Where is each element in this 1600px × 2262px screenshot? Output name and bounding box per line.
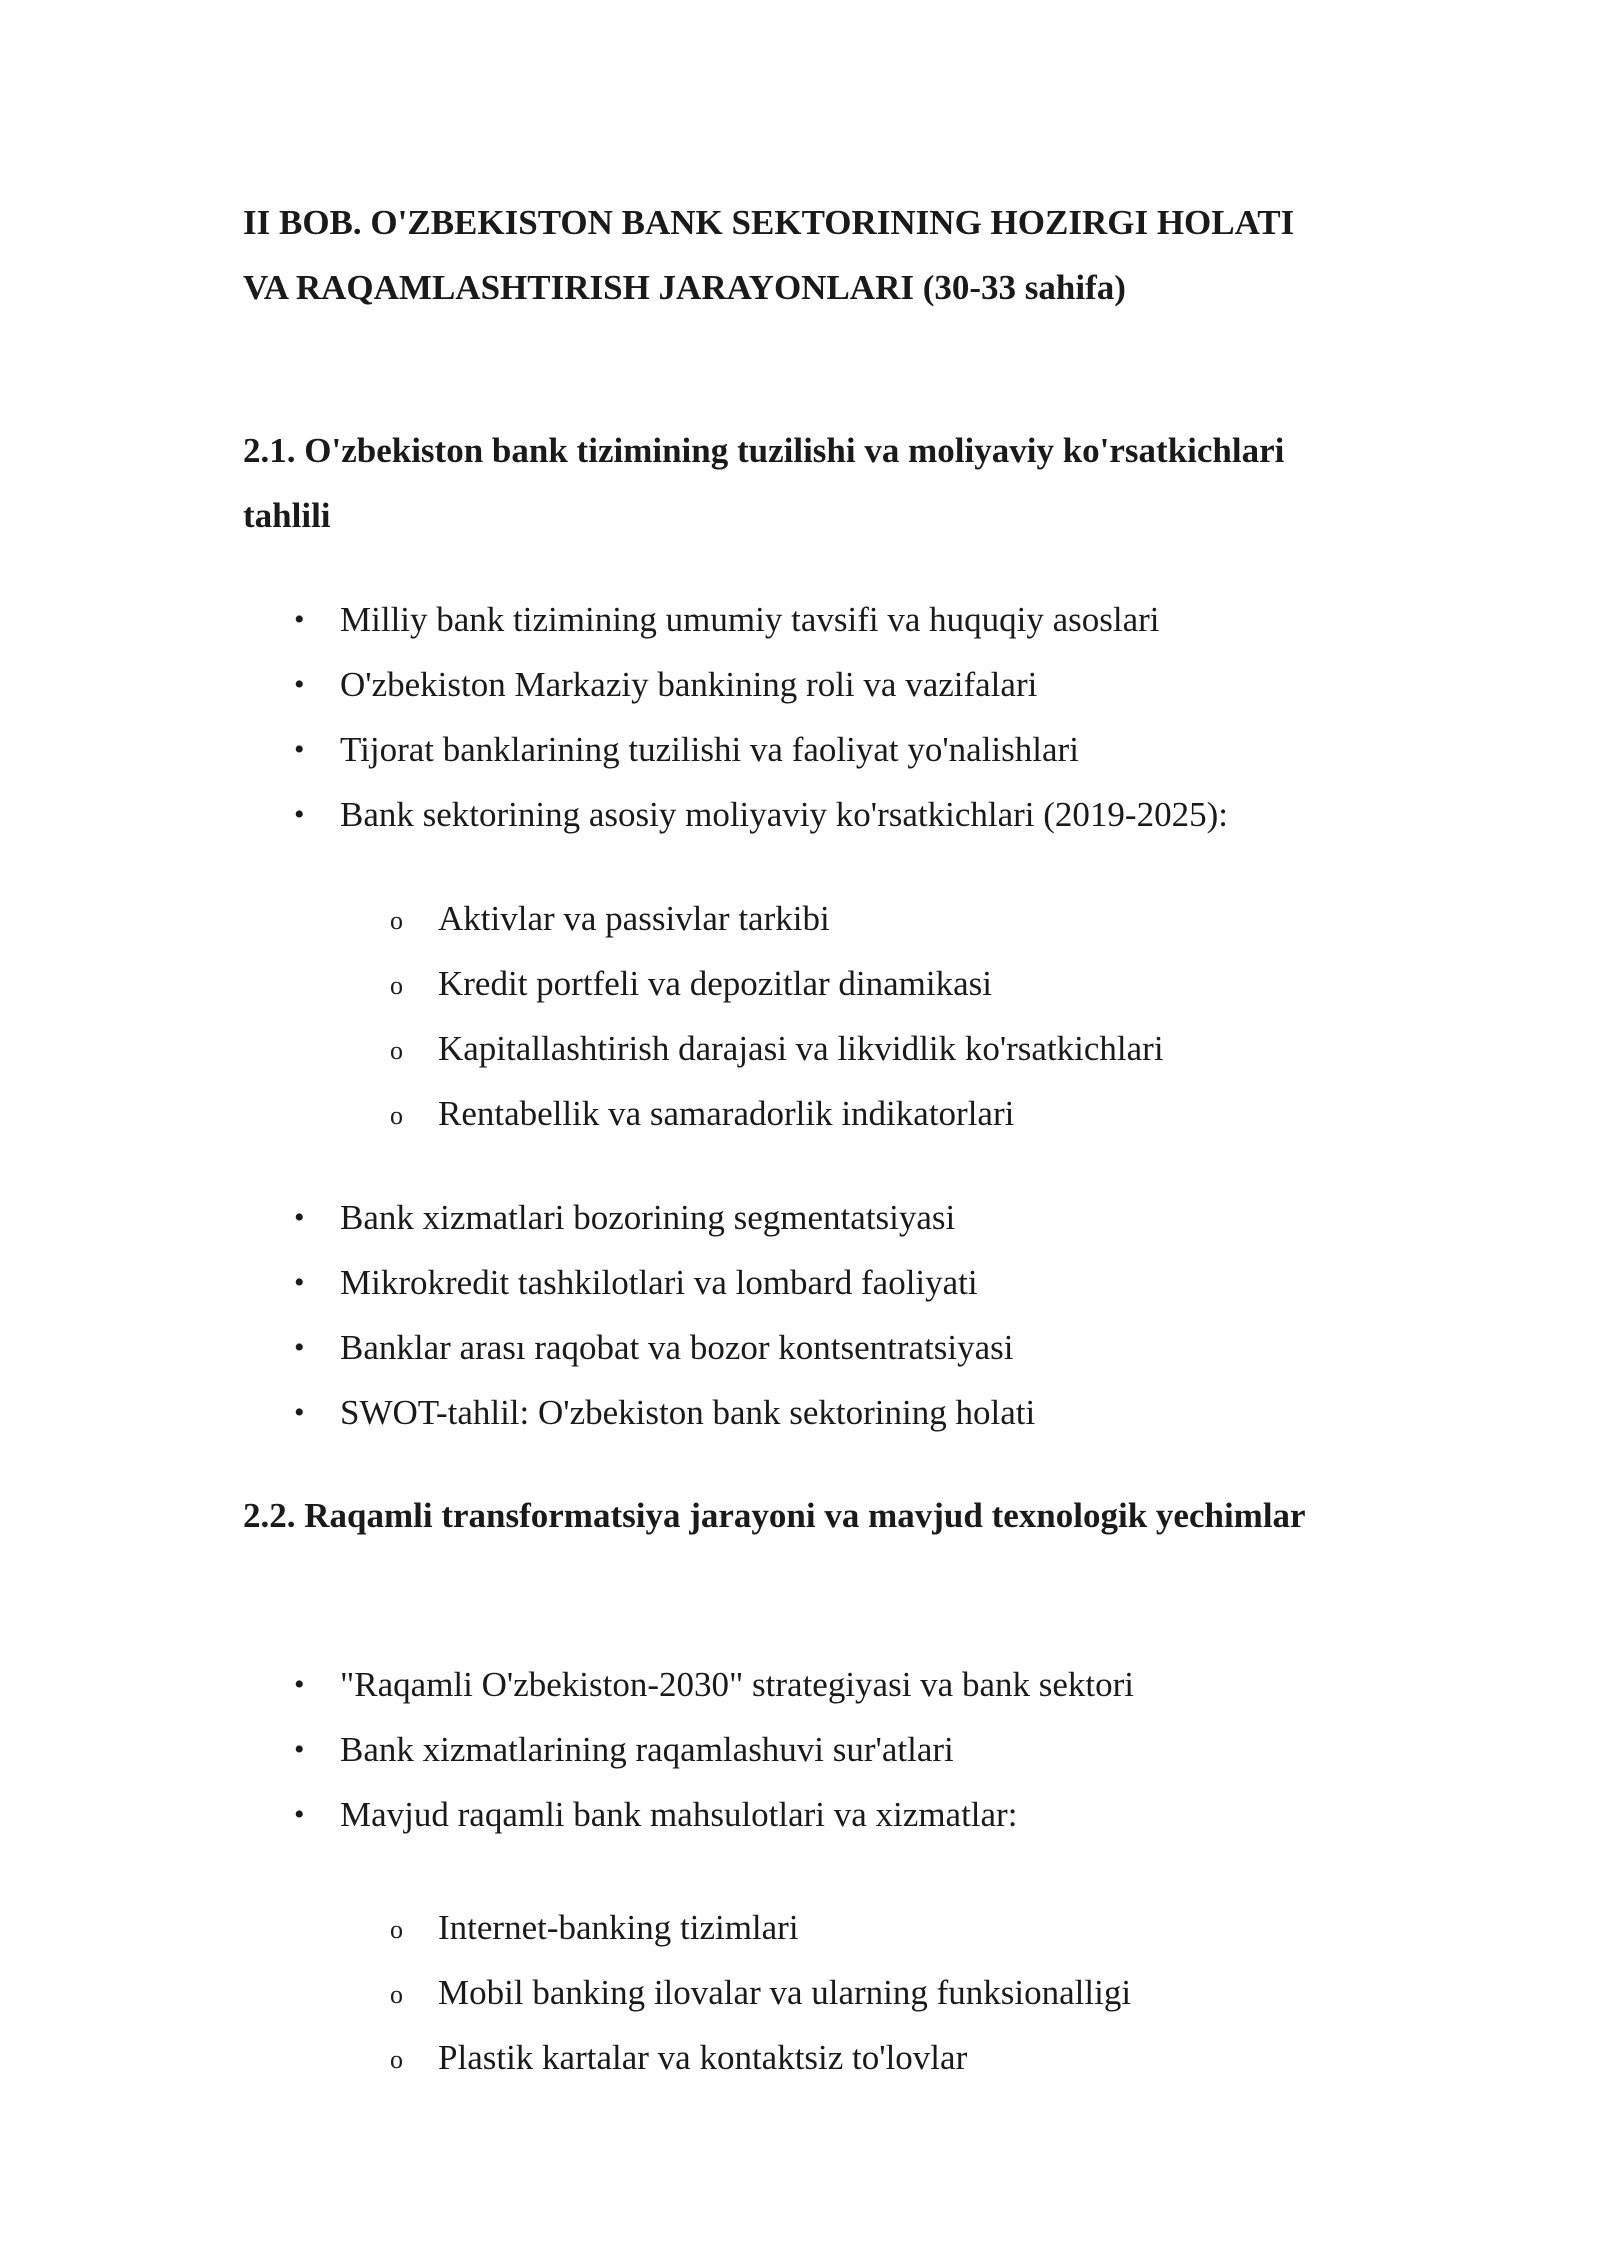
sub-bullet-marker: o bbox=[390, 1101, 403, 1130]
chapter-title: II BOB. O'ZBEKISTON BANK SEKTORINING HOZIRGI HOLATI VA RAQAMLASHTIRISH JARAYONLARI (30-33 sahifa) bbox=[243, 203, 1295, 307]
bullet-marker: • bbox=[294, 1668, 305, 1701]
sub-list-item bbox=[390, 1016, 1164, 1081]
sub-bullet-marker: o bbox=[390, 1980, 403, 2009]
list-item-text: Banklar arası raqobat va bozor kontsentratsiyasi bbox=[340, 1328, 1014, 1367]
list-item-text: Bank xizmatlari bozorining segmentatsiyasi bbox=[340, 1198, 956, 1237]
list-item-text: Bank xizmatlarining raqamlashuvi sur'atlari bbox=[340, 1730, 954, 1769]
bullet-marker: • bbox=[294, 1798, 305, 1831]
list-item-text: Mavjud raqamli bank mahsulotlari va xizmatlar: bbox=[340, 1795, 1018, 1834]
sub-bullet-marker: o bbox=[390, 1036, 403, 1065]
sub-list-item bbox=[390, 951, 1164, 1016]
section-2-1-bullet-list bbox=[294, 587, 1228, 847]
section-2-1-sub-list bbox=[390, 886, 1164, 1146]
sub-bullet-marker: o bbox=[390, 2045, 403, 2074]
sub-list-item-text: Aktivlar va passivlar tarkibi bbox=[438, 899, 830, 938]
bullet-marker: • bbox=[294, 1733, 305, 1766]
bullet-marker: • bbox=[294, 1331, 305, 1364]
list-item bbox=[294, 1380, 1036, 1445]
list-item bbox=[294, 1717, 1134, 1782]
section-2-2-title: 2.2. Raqamli transformatsiya jarayoni va mavjud texnologik yechimlar bbox=[243, 1496, 1306, 1535]
section-2-1-title: 2.1. O'zbekiston bank tizimining tuzilishi va moliyaviy ko'rsatkichlari tahlili bbox=[243, 431, 1285, 535]
sub-list-item-text: Kapitallashtirish darajasi va likvidlik ko'rsatkichlari bbox=[438, 1029, 1164, 1068]
list-item-text: "Raqamli O'zbekiston-2030" strategiyasi va bank sektori bbox=[340, 1665, 1135, 1704]
sub-bullet-marker: o bbox=[390, 906, 403, 935]
bullet-marker: • bbox=[294, 1396, 305, 1429]
section-2-1-bullet-list-continued bbox=[294, 1185, 1036, 1445]
list-item-text: O'zbekiston Markaziy bankining roli va vazifalari bbox=[340, 665, 1038, 704]
list-item-text: Tijorat banklarining tuzilishi va faoliyat yo'nalishlari bbox=[340, 730, 1079, 769]
sub-list-item-text: Mobil banking ilovalar va ularning funksionalligi bbox=[438, 1973, 1132, 2012]
sub-list-item bbox=[390, 1081, 1164, 1146]
sub-list-item-text: Kredit portfeli va depozitlar dinamikasi bbox=[438, 964, 992, 1003]
list-item bbox=[294, 1315, 1035, 1380]
bullet-marker: • bbox=[294, 1266, 305, 1299]
list-item bbox=[294, 652, 1228, 717]
bullet-marker: • bbox=[294, 668, 305, 701]
list-item bbox=[294, 782, 1228, 847]
list-item bbox=[294, 1782, 1134, 1847]
list-item-text: Mikrokredit tashkilotlari va lombard faoliyati bbox=[340, 1263, 978, 1302]
list-item bbox=[294, 1250, 1035, 1315]
list-item bbox=[294, 1185, 1035, 1250]
bullet-marker: • bbox=[294, 603, 305, 636]
bullet-marker: • bbox=[294, 733, 305, 766]
list-item bbox=[294, 717, 1228, 782]
list-item bbox=[294, 587, 1228, 652]
sub-list-item bbox=[390, 1960, 1132, 2025]
list-item-text: Milliy bank tizimining umumiy tavsifi va huquqiy asoslari bbox=[340, 600, 1160, 639]
sub-bullet-marker: o bbox=[390, 1915, 403, 1944]
list-item bbox=[294, 1652, 1135, 1717]
list-item-text: Bank sektorining asosiy moliyaviy ko'rsatkichlari (2019-2025): bbox=[340, 795, 1228, 834]
sub-list-item bbox=[390, 886, 1164, 951]
sub-bullet-marker: o bbox=[390, 971, 403, 1000]
sub-list-item-text: Rentabellik va samaradorlik indikatorlari bbox=[438, 1094, 1015, 1133]
sub-list-item-text: Internet-banking tizimlari bbox=[438, 1908, 799, 1947]
section-2-2-bullet-list bbox=[294, 1652, 1135, 1847]
list-item-text: SWOT-tahlil: O'zbekiston bank sektorining holati bbox=[340, 1393, 1036, 1432]
bullet-marker: • bbox=[294, 798, 305, 831]
sub-list-item-text: Plastik kartalar va kontaktsiz to'lovlar bbox=[438, 2038, 968, 2077]
sub-list-item bbox=[390, 2025, 1131, 2090]
bullet-marker: • bbox=[294, 1201, 305, 1234]
section-2-2-sub-list bbox=[390, 1895, 1132, 2090]
sub-list-item bbox=[390, 1895, 1131, 1960]
